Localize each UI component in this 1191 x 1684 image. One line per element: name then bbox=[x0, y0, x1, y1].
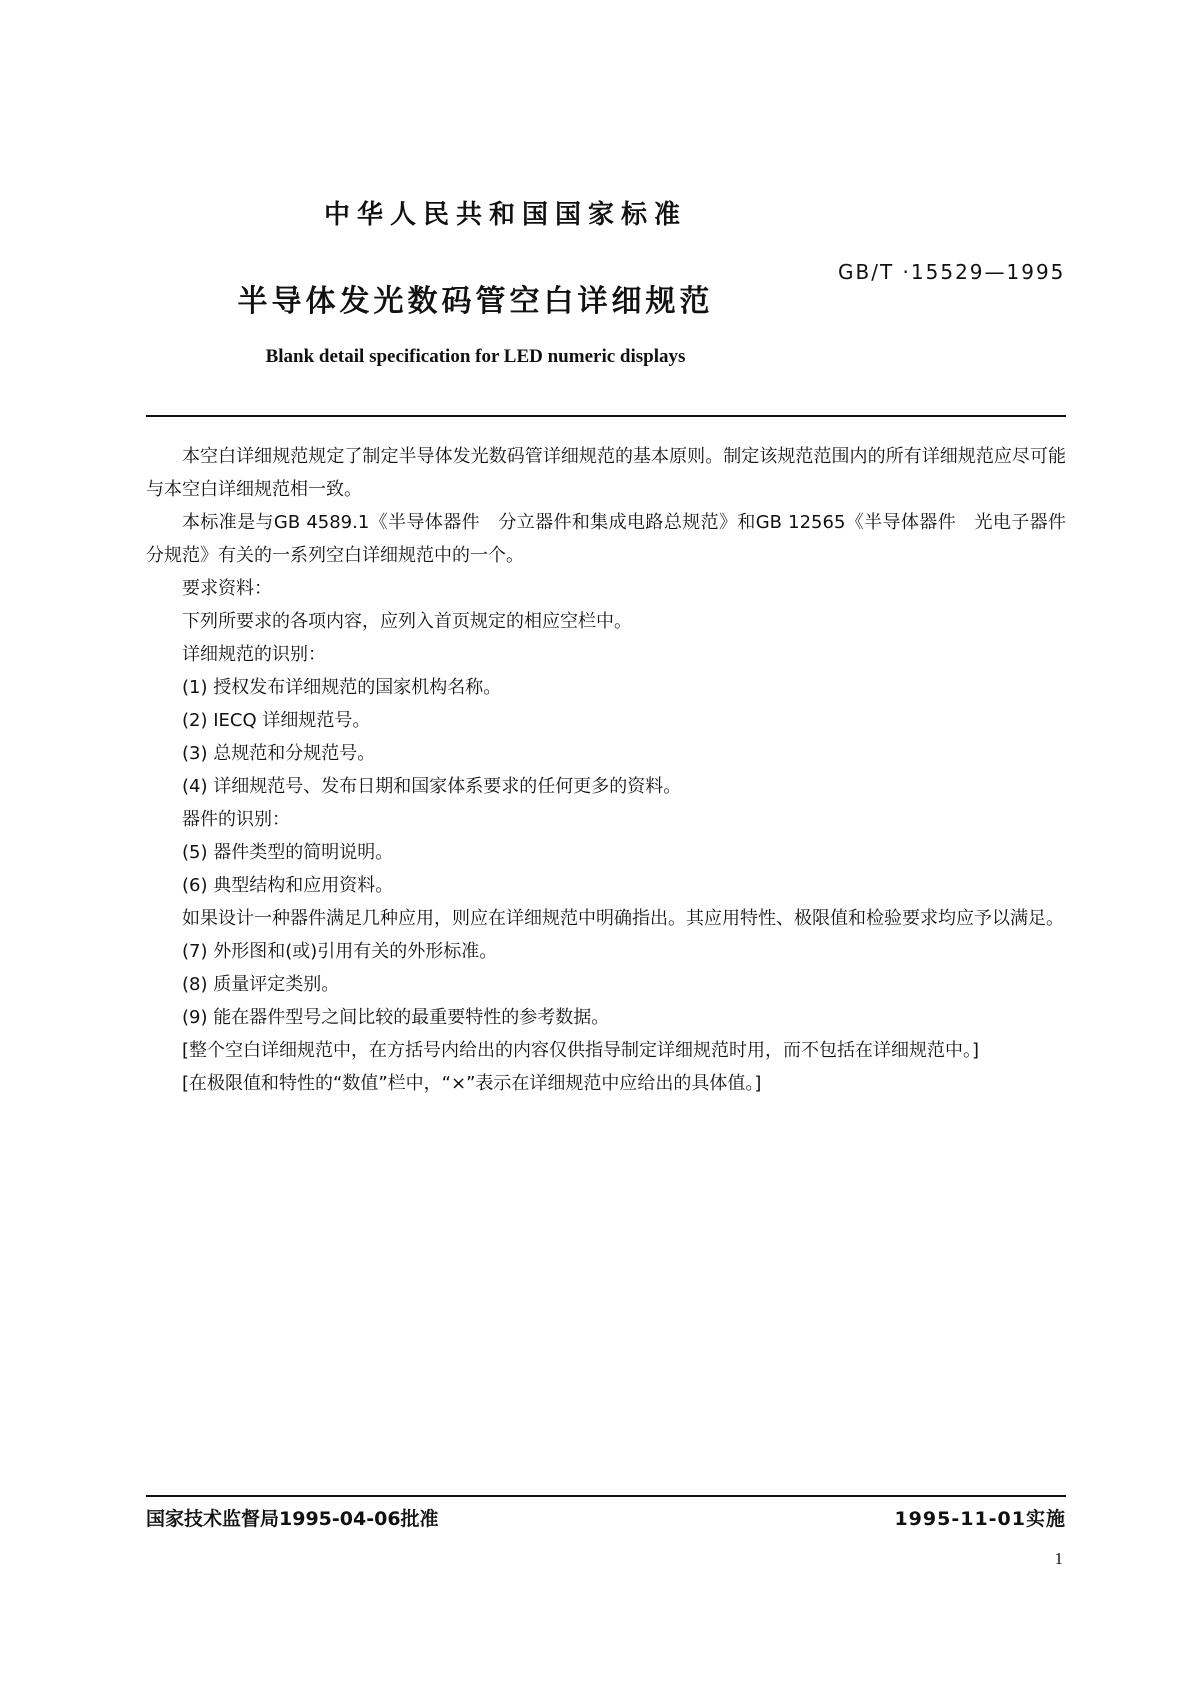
footer-divider bbox=[146, 1495, 1066, 1497]
paragraph: 本标准是与GB 4589.1《半导体器件 分立器件和集成电路总规范》和GB 12565《半导体器件 光电子器件分规范》有关的一系列空白详细规范中的一个。 bbox=[146, 512, 1066, 566]
document-subtitle-english: Blank detail specification for LED numeric displays bbox=[265, 346, 686, 367]
list-item: (2) IECQ 详细规范号。 bbox=[182, 710, 371, 731]
bracket-note: [在极限值和特性的“数值”栏中，“×”表示在详细规范中应给出的具体值。] bbox=[182, 1073, 762, 1094]
list-item: (4) 详细规范号、发布日期和国家体系要求的任何更多的资料。 bbox=[182, 776, 682, 797]
standard-number: GB/T ·15529—1995 bbox=[838, 260, 1066, 284]
paragraph: 如果设计一种器件满足几种应用，则应在详细规范中明确指出。其应用特性、极限值和检验要求均应予以满足。 bbox=[182, 908, 1064, 929]
paragraph: 本空白详细规范规定了制定半导体发光数码管详细规范的基本原则。制定该规范范围内的所有详细规范应尽可能与本空白详细规范相一致。 bbox=[146, 446, 1066, 500]
list-item: (1) 授权发布详细规范的国家机构名称。 bbox=[182, 677, 502, 698]
list-item: (5) 器件类型的简明说明。 bbox=[182, 842, 394, 863]
paragraph: 详细规范的识别： bbox=[182, 644, 326, 665]
list-item: (8) 质量评定类别。 bbox=[182, 974, 340, 995]
paragraph: 器件的识别： bbox=[182, 809, 290, 830]
header-divider bbox=[146, 415, 1066, 417]
national-standard-heading: 中华人民共和国国家标准 bbox=[323, 200, 687, 230]
list-item: (9) 能在器件型号之间比较的最重要特性的参考数据。 bbox=[182, 1007, 610, 1028]
list-item: (7) 外形图和(或)引用有关的外形标准。 bbox=[182, 941, 498, 962]
bracket-note: [整个空白详细规范中，在方括号内给出的内容仅供指导制定详细规范时用，而不包括在详细规范中。] bbox=[182, 1040, 980, 1061]
page-number: 1 bbox=[1054, 1549, 1063, 1568]
body-text bbox=[146, 440, 1066, 1100]
list-item: (6) 典型结构和应用资料。 bbox=[182, 875, 394, 896]
list-item: (3) 总规范和分规范号。 bbox=[182, 743, 376, 764]
paragraph: 下列所要求的各项内容，应列入首页规定的相应空栏中。 bbox=[182, 611, 632, 632]
implementation-date: 1995-11-01实施 bbox=[894, 1508, 1066, 1530]
approval-date: 国家技术监督局1995-04-06批准 bbox=[146, 1508, 439, 1530]
paragraph: 要求资料： bbox=[182, 578, 272, 599]
document-title: 半导体发光数码管空白详细规范 bbox=[237, 284, 714, 319]
